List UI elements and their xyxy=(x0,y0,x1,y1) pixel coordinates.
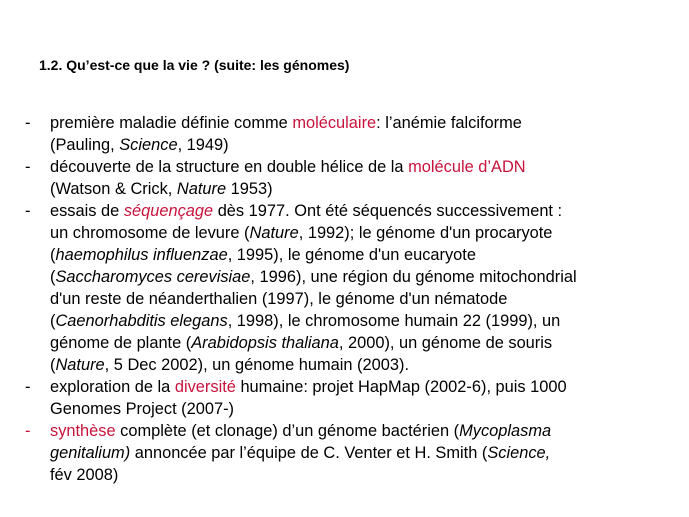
text-run: , 5 Dec 2002), un génome humain (2003). xyxy=(104,356,409,374)
text-line xyxy=(50,288,680,310)
list-item xyxy=(0,200,689,376)
text-run: , 1995), le génome d'un eucaryote xyxy=(227,246,476,264)
text-line xyxy=(50,222,680,244)
bullet-dash: - xyxy=(25,202,31,220)
text-run: , 1992); le génome d'un procaryote xyxy=(298,224,553,242)
italic-term: Nature xyxy=(176,180,227,198)
bullet-dash: - xyxy=(25,158,31,176)
item-text xyxy=(50,112,680,156)
text-run: , 1949) xyxy=(177,136,229,154)
text-run: ( xyxy=(50,356,56,374)
text-line xyxy=(50,178,680,200)
italic-term: Science, xyxy=(487,444,551,462)
italic-term: Nature xyxy=(249,224,299,242)
text-run: , 1998), le chromosome humain 22 (1999), un xyxy=(227,312,561,330)
text-run: , 2000), un génome de souris xyxy=(338,334,553,352)
text-run: découverte de la structure en double hélice de la xyxy=(50,158,409,176)
highlighted-term: moléculaire xyxy=(292,114,377,132)
text-line xyxy=(50,266,680,288)
bullet-list xyxy=(0,112,689,486)
italic-term: Caenorhabditis elegans xyxy=(55,312,228,330)
highlighted-term: diversité xyxy=(174,378,236,396)
text-run: fév 2008) xyxy=(50,466,119,484)
text-line xyxy=(50,134,680,156)
text-run: un chromosome de levure ( xyxy=(50,224,250,242)
text-run: 1953) xyxy=(226,180,273,198)
text-run: génome de plante ( xyxy=(50,334,192,352)
highlighted-term: synthèse xyxy=(50,422,116,440)
text-run: annoncée par l’équipe de C. Venter et H. Smith ( xyxy=(130,444,488,462)
text-line xyxy=(50,200,680,222)
text-line xyxy=(50,464,680,486)
list-item xyxy=(0,156,689,200)
text-line xyxy=(50,420,680,442)
italic-term: Arabidopsis thaliana xyxy=(191,334,339,352)
text-run: (Pauling, xyxy=(50,136,120,154)
bullet-dash: - xyxy=(25,114,31,132)
text-run: ( xyxy=(50,268,56,286)
text-run: dès 1977. Ont été séquencés successivement : xyxy=(213,202,563,220)
italic-term: Mycoplasma xyxy=(459,422,552,440)
text-line xyxy=(50,376,680,398)
text-run: première maladie définie comme xyxy=(50,114,293,132)
item-text xyxy=(50,420,680,486)
bullet-dash: - xyxy=(25,422,31,440)
italic-term: Science xyxy=(119,136,178,154)
text-line xyxy=(50,112,680,134)
text-run: : l’anémie falciforme xyxy=(376,114,522,132)
text-run: ( xyxy=(50,312,56,330)
item-text xyxy=(50,156,680,200)
text-run: humaine: projet HapMap (2002-6), puis 1000 xyxy=(235,378,567,396)
text-run: exploration de la xyxy=(50,378,175,396)
text-run: ( xyxy=(50,246,56,264)
item-text xyxy=(50,200,680,376)
italic-term: Saccharomyces cerevisiae xyxy=(55,268,251,286)
text-run: , 1996), une région du génome mitochondrial xyxy=(250,268,577,286)
text-run: complète (et clonage) d’un génome bactérien ( xyxy=(115,422,460,440)
italic-term: genitalium) xyxy=(50,444,131,462)
slide-title: 1.2. Qu’est-ce que la vie ? (suite: les génomes) xyxy=(39,57,350,73)
item-text xyxy=(50,376,680,420)
text-run: essais de xyxy=(50,202,124,220)
list-item xyxy=(0,112,689,156)
text-run: d'un reste de néanderthalien (1997), le génome d'un nématode xyxy=(50,290,508,308)
italic-term: Nature xyxy=(55,356,105,374)
text-line xyxy=(50,398,680,420)
text-line xyxy=(50,244,680,266)
text-line xyxy=(50,332,680,354)
text-run: Genomes Project (2007-) xyxy=(50,400,235,418)
text-line xyxy=(50,354,680,376)
text-line xyxy=(50,156,680,178)
highlighted-term: molécule d’ADN xyxy=(408,158,526,176)
text-line xyxy=(50,310,680,332)
highlighted-term: séquençage xyxy=(123,202,214,220)
list-item xyxy=(0,420,689,486)
list-item xyxy=(0,376,689,420)
italic-term: haemophilus influenzae xyxy=(55,246,228,264)
bullet-dash: - xyxy=(25,378,31,396)
text-line xyxy=(50,442,680,464)
text-run: (Watson & Crick, xyxy=(50,180,177,198)
